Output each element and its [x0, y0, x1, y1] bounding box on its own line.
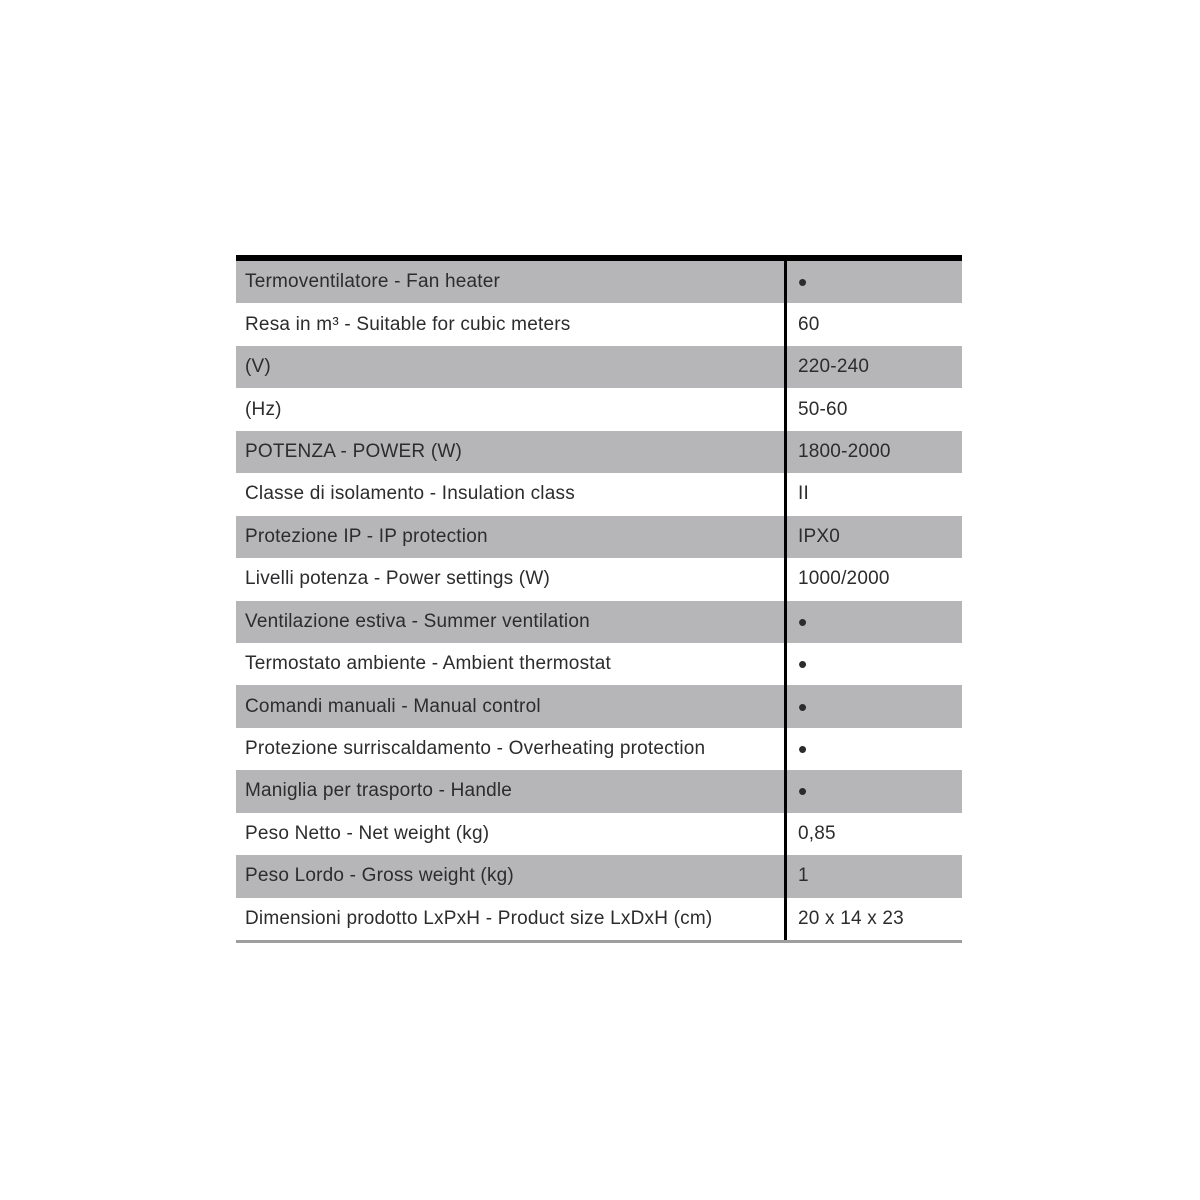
spec-value: •	[784, 643, 962, 685]
spec-value: •	[784, 601, 962, 643]
spec-value: •	[784, 728, 962, 770]
table-row	[236, 431, 962, 473]
spec-value: 50-60	[784, 388, 962, 430]
table-row	[236, 303, 962, 345]
spec-value: •	[784, 770, 962, 812]
spec-value: 60	[784, 303, 962, 345]
table-row	[236, 346, 962, 388]
table-row	[236, 261, 962, 303]
spec-value: 20 x 14 x 23	[784, 898, 962, 940]
table-row	[236, 558, 962, 600]
product-spec-table	[236, 255, 962, 943]
table-row	[236, 855, 962, 897]
spec-label: Resa in m³ - Suitable for cubic meters	[236, 303, 784, 345]
spec-label: Peso Netto - Net weight (kg)	[236, 813, 784, 855]
spec-label: (Hz)	[236, 388, 784, 430]
spec-value: •	[784, 261, 962, 303]
spec-value: IPX0	[784, 516, 962, 558]
spec-value: 0,85	[784, 813, 962, 855]
spec-value: 220-240	[784, 346, 962, 388]
table-row	[236, 770, 962, 812]
table-row	[236, 516, 962, 558]
spec-value: 1000/2000	[784, 558, 962, 600]
spec-value: 1	[784, 855, 962, 897]
table-body	[236, 261, 962, 943]
spec-label: Maniglia per trasporto - Handle	[236, 770, 784, 812]
spec-label: (V)	[236, 346, 784, 388]
table-row	[236, 728, 962, 770]
spec-label: Termoventilatore - Fan heater	[236, 261, 784, 303]
spec-label: Ventilazione estiva - Summer ventilation	[236, 601, 784, 643]
spec-label: Peso Lordo - Gross weight (kg)	[236, 855, 784, 897]
table-row	[236, 388, 962, 430]
table-row	[236, 685, 962, 727]
spec-label: POTENZA - POWER (W)	[236, 431, 784, 473]
spec-label: Termostato ambiente - Ambient thermostat	[236, 643, 784, 685]
spec-label: Protezione IP - IP protection	[236, 516, 784, 558]
spec-label: Livelli potenza - Power settings (W)	[236, 558, 784, 600]
table-row	[236, 813, 962, 855]
table-row	[236, 643, 962, 685]
spec-label: Dimensioni prodotto LxPxH - Product size LxDxH (cm)	[236, 898, 784, 940]
spec-value: •	[784, 685, 962, 727]
table-row	[236, 473, 962, 515]
spec-label: Comandi manuali - Manual control	[236, 685, 784, 727]
table-row	[236, 601, 962, 643]
spec-label: Classe di isolamento - Insulation class	[236, 473, 784, 515]
spec-value: 1800-2000	[784, 431, 962, 473]
spec-label: Protezione surriscaldamento - Overheating protection	[236, 728, 784, 770]
table-row	[236, 898, 962, 940]
spec-value: II	[784, 473, 962, 515]
